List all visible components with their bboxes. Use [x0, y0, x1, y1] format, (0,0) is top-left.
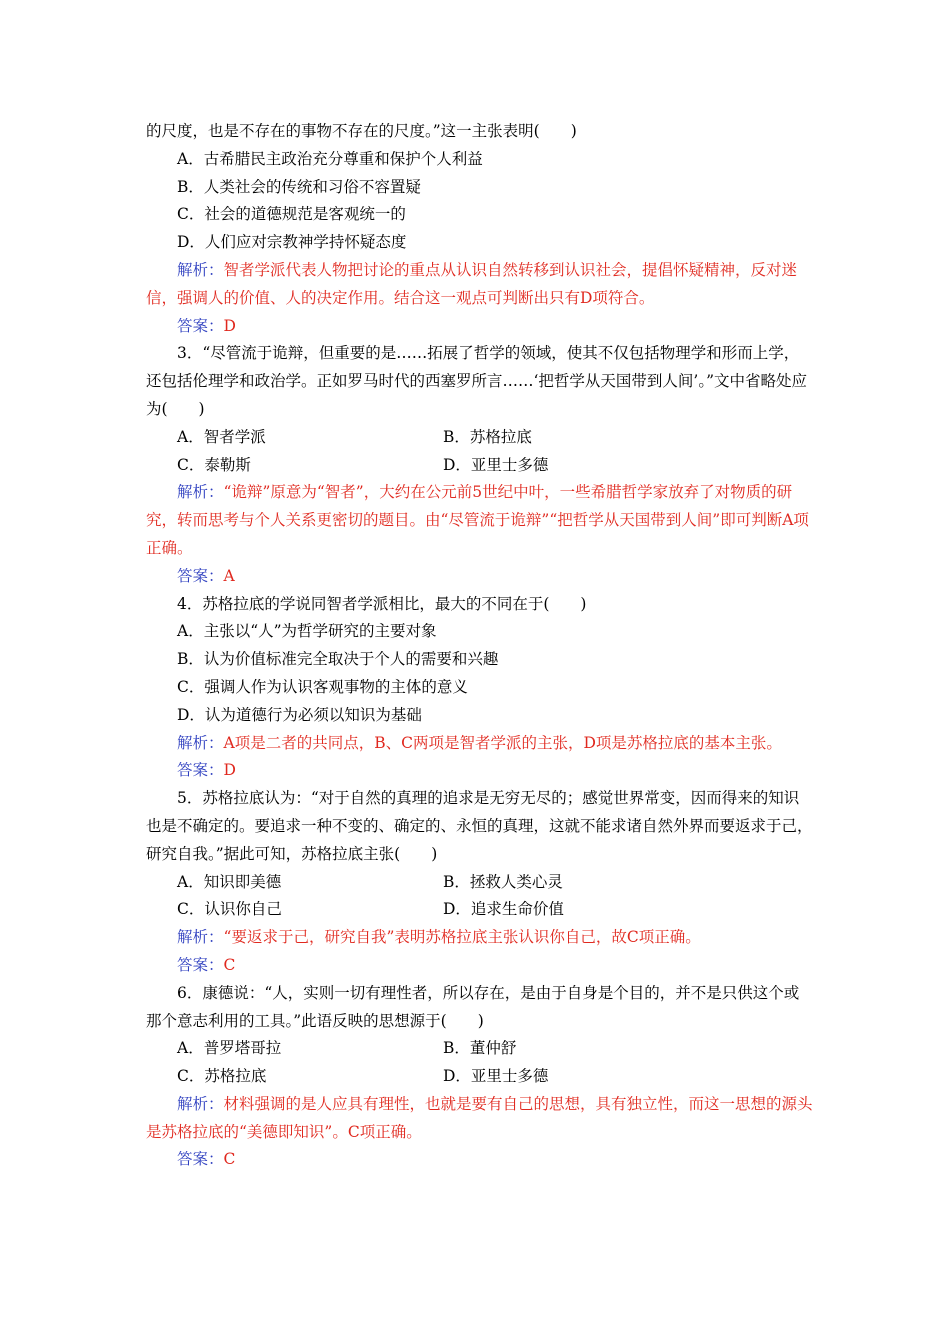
analysis-text: 智者学派代表人物把讨论的重点从认识自然转移到认识社会，提倡怀疑精神，反对迷信，强调人的价值、人的决定作用。结合这一观点可判断出只有D项符合。: [146, 260, 798, 307]
analysis-label: 解析：: [177, 733, 224, 752]
analysis: [146, 479, 814, 562]
question-stem: 3．“尽管流于诡辩，但重要的是……拓展了哲学的领域，使其不仅包括物理学和形而上学，还包括伦理学和政治学。正如罗马时代的西塞罗所言……‘把哲学从天国带到人间’。”文中省略处应为( ): [146, 344, 808, 418]
analysis-label: 解析：: [177, 483, 224, 502]
answer-value: D: [223, 761, 236, 780]
answer-value: C: [223, 1150, 236, 1169]
option-a: A．知识即美德: [177, 872, 282, 891]
answer-value: C: [223, 955, 236, 974]
analysis: [146, 924, 814, 952]
analysis: [146, 257, 814, 313]
option-b: B．拯救人类心灵: [443, 872, 563, 891]
answer: [146, 313, 814, 341]
options-row-1: [146, 424, 814, 452]
answer-label: 答案：: [177, 955, 224, 974]
answer-label: 答案：: [177, 316, 224, 335]
question-stem: 4．苏格拉底的学说同智者学派相比，最大的不同在于( ): [177, 594, 587, 613]
option-d: D．人们应对宗教神学持怀疑态度: [177, 233, 407, 252]
answer: [146, 1146, 814, 1174]
option-c: C．社会的道德规范是客观统一的: [177, 205, 406, 224]
option-a: A．智者学派: [177, 427, 266, 446]
answer-label: 答案：: [177, 566, 224, 585]
analysis-label: 解析：: [177, 260, 224, 279]
question-3: [146, 340, 814, 590]
analysis-label: 解析：: [177, 928, 224, 947]
option-a: A．古希腊民主政治充分尊重和保护个人利益: [177, 149, 483, 168]
options-row-1: [146, 869, 814, 897]
option-b: B．苏格拉底: [443, 427, 532, 446]
option-a: A．普罗塔哥拉: [177, 1039, 282, 1058]
question-stem: 5．苏格拉底认为：“对于自然的真理的追求是无穷无尽的；感觉世界常变，因而得来的知识也是不确定的。要追求一种不变的、确定的、永恒的真理，这就不能求诸自然外界而要返求于己，研究自我。”据此可知，苏格拉底主张( ): [146, 789, 813, 863]
document-content: [146, 118, 814, 1174]
answer: [146, 952, 814, 980]
question-stem: 6．康德说：“人，实则一切有理性者，所以存在，是由于自身是个目的，并不是只供这个或那个意志利用的工具。”此语反映的思想源于( ): [146, 983, 800, 1030]
option-c: C．认识你自己: [177, 900, 282, 919]
answer: [146, 563, 814, 591]
analysis: [146, 730, 814, 758]
options-row-2: [146, 452, 814, 480]
option-c: C．苏格拉底: [177, 1067, 267, 1086]
analysis-label: 解析：: [177, 1094, 224, 1113]
answer-value: A: [223, 566, 235, 585]
analysis-text: 材料强调的是人应具有理性，也就是要有自己的思想，具有独立性，而这一思想的源头是苏格拉底的“美德即知识”。C项正确。: [146, 1094, 813, 1141]
options-row-1: [146, 1035, 814, 1063]
option-b: B．认为价值标准完全取决于个人的需要和兴趣: [177, 650, 499, 669]
analysis-text: “要返求于己，研究自我”表明苏格拉底主张认识你自己，故C项正确。: [223, 928, 701, 947]
answer-value: D: [223, 316, 236, 335]
analysis-text: A项是二者的共同点，B、C两项是智者学派的主张，D项是苏格拉底的基本主张。: [223, 733, 782, 752]
options-row-2: [146, 896, 814, 924]
analysis-text: “诡辩”原意为“智者”，大约在公元前5世纪中叶，一些希腊哲学家放弃了对物质的研究，转而思考与个人关系更密切的题目。由“尽管流于诡辩”“把哲学从天国带到人间”即可判断A项正确。: [146, 483, 809, 557]
option-d: D．追求生命价值: [443, 900, 564, 919]
option-d: D．亚里士多德: [443, 1067, 549, 1086]
question-4: [146, 591, 814, 786]
option-c: C．泰勒斯: [177, 455, 251, 474]
question-stem: 的尺度，也是不存在的事物不存在的尺度。”这一主张表明( ): [146, 122, 577, 140]
answer-label: 答案：: [177, 761, 224, 780]
option-b: B．董仲舒: [443, 1039, 517, 1058]
option-d: D．亚里士多德: [443, 455, 549, 474]
option-d: D．认为道德行为必须以知识为基础: [177, 705, 422, 724]
option-c: C．强调人作为认识客观事物的主体的意义: [177, 677, 468, 696]
question-6: [146, 980, 814, 1175]
options-row-2: [146, 1063, 814, 1091]
option-b: B．人类社会的传统和习俗不容置疑: [177, 177, 421, 196]
question-2: [146, 118, 814, 340]
question-5: [146, 785, 814, 980]
answer: [146, 757, 814, 785]
option-a: A．主张以“人”为哲学研究的主要对象: [177, 622, 437, 641]
answer-label: 答案：: [177, 1150, 224, 1169]
analysis: [146, 1091, 814, 1147]
